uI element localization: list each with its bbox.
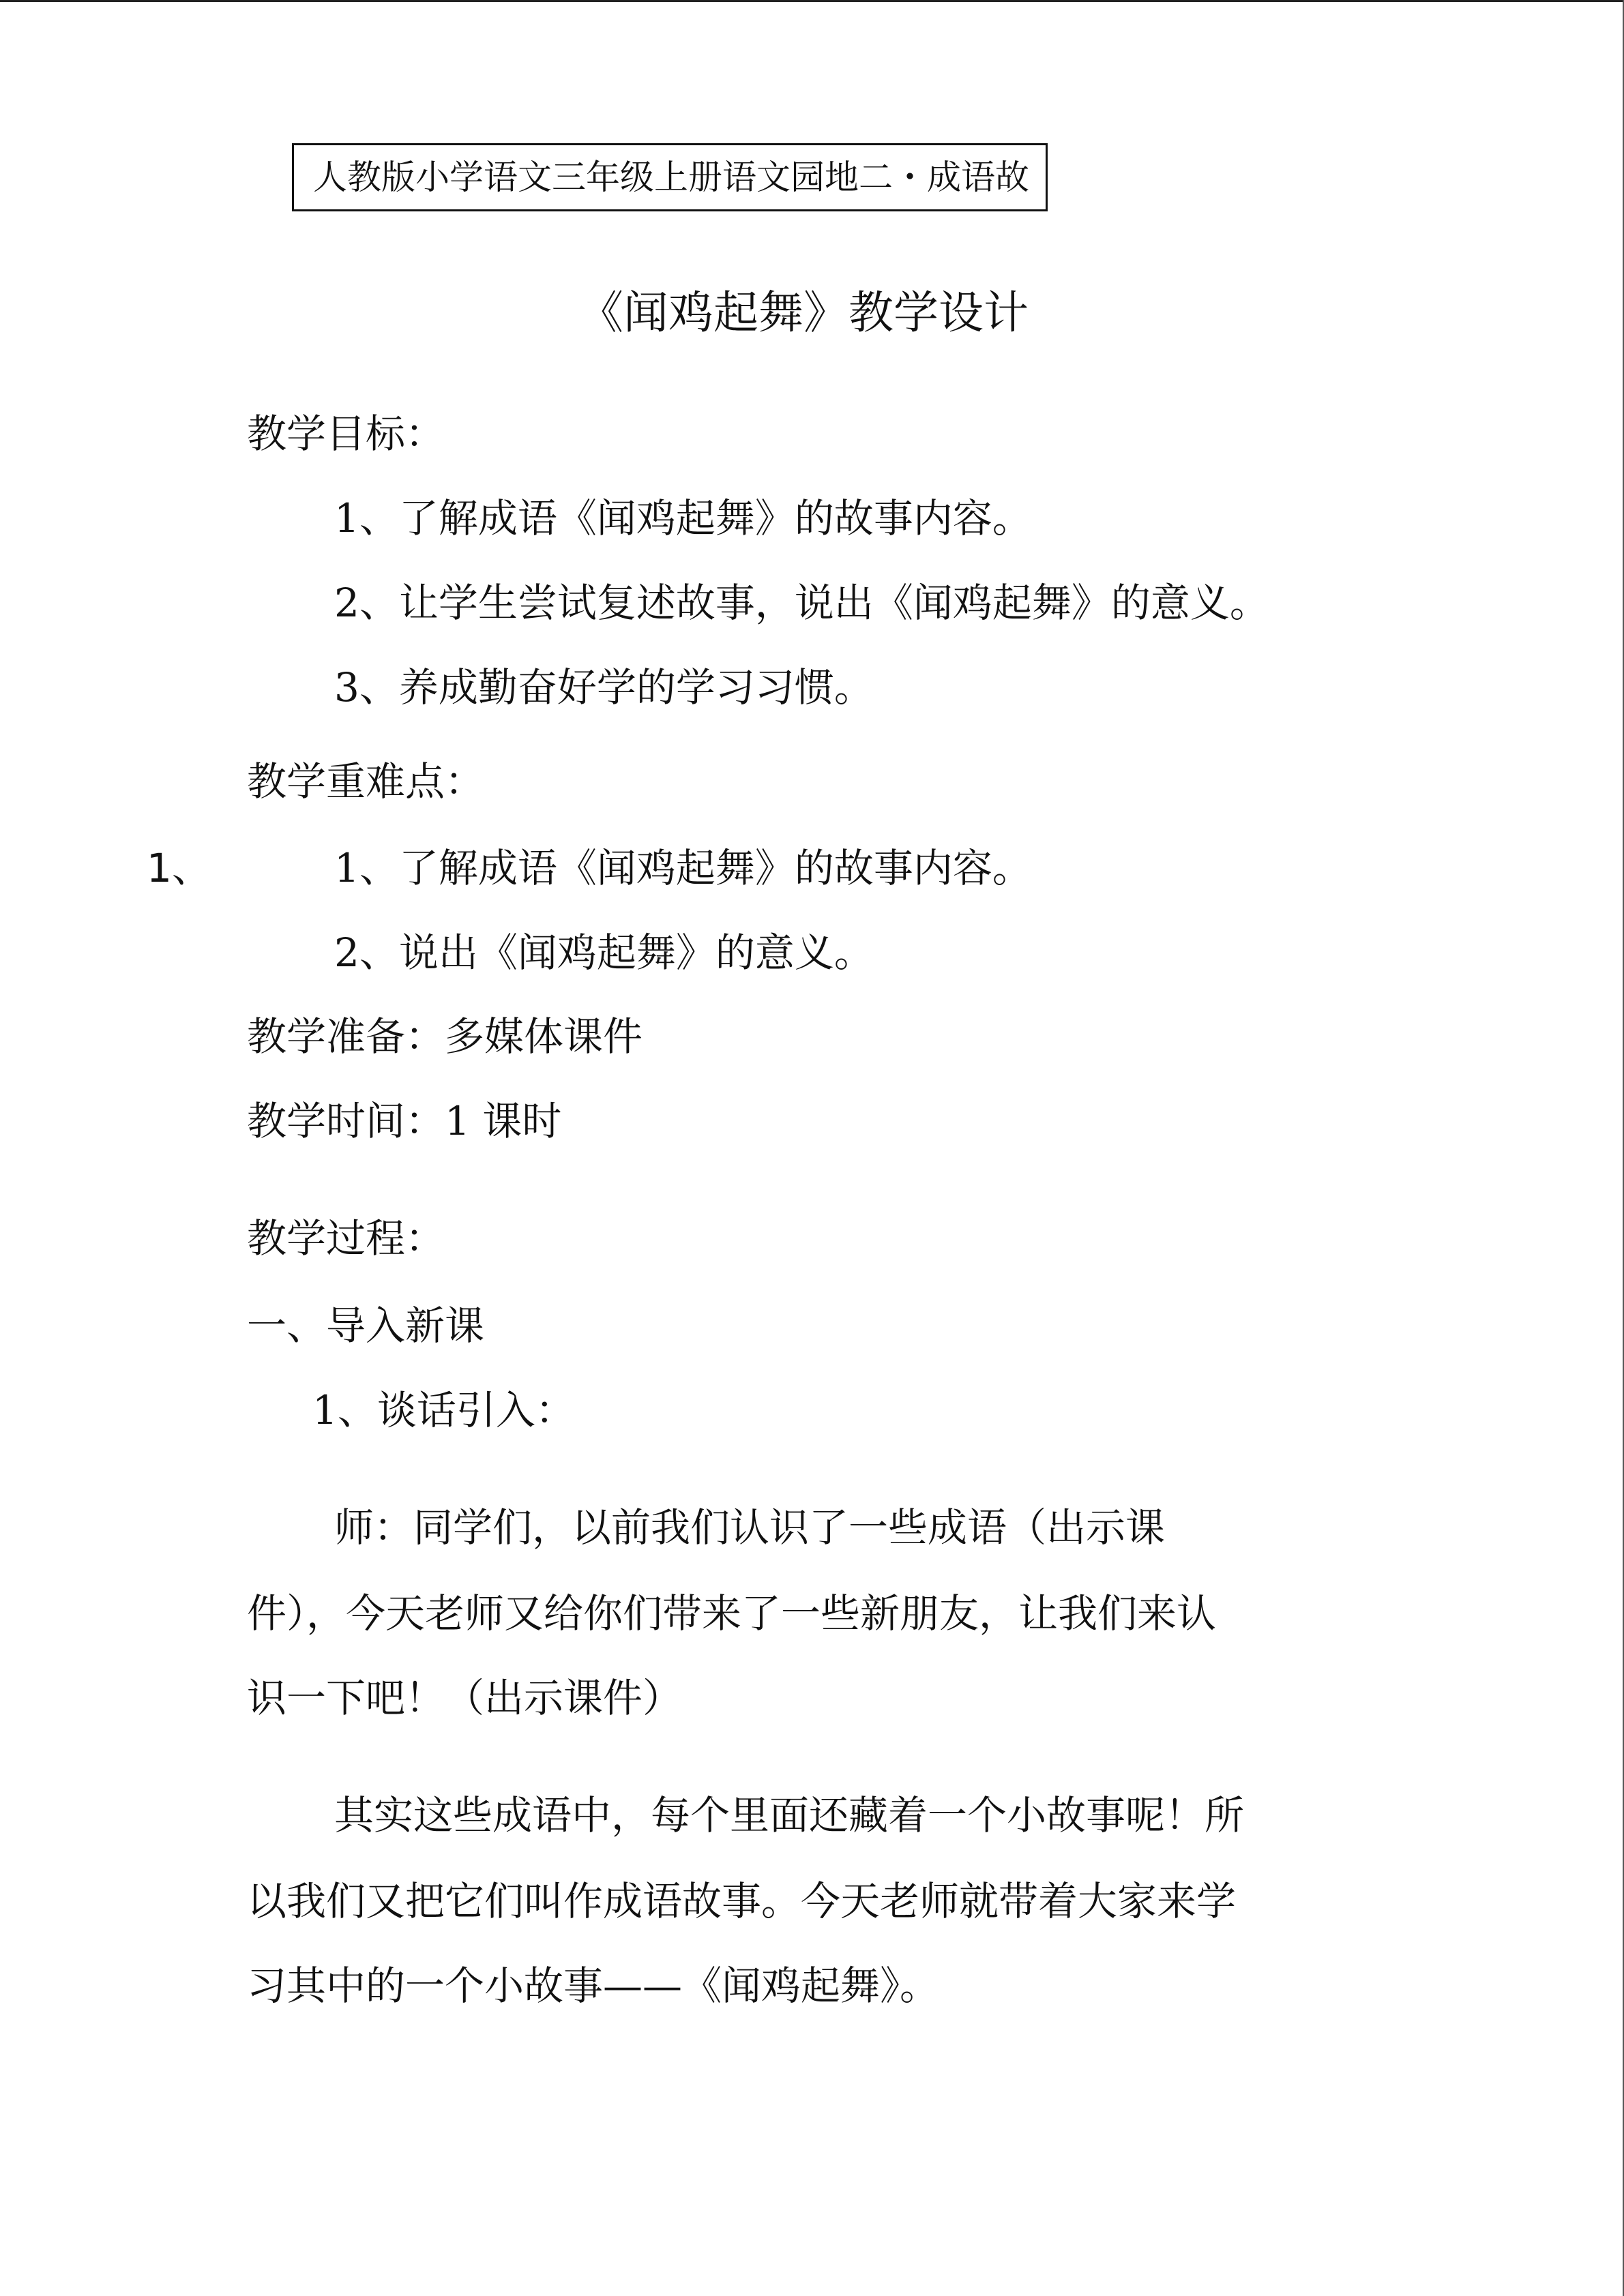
key-point-item: 1、了解成语《闻鸡起舞》的故事内容。 xyxy=(334,845,1032,891)
paragraph-line: 件），今天老师又给你们带来了一些新朋友，让我们来认 xyxy=(247,1590,1217,1637)
objective-item: 1、了解成语《闻鸡起舞》的故事内容。 xyxy=(334,495,1032,541)
key-points-outer-number: 1、 xyxy=(147,845,211,891)
duration-line: 教学时间：1 课时 xyxy=(247,1098,562,1144)
paragraph-line: 师：同学们，以前我们认识了一些成语（出示课 xyxy=(334,1504,1166,1551)
process-heading: 教学过程： xyxy=(247,1215,445,1262)
header-box-text: 人教版小学语文三年级上册语文园地二・成语故 xyxy=(313,158,1029,197)
section-heading: 一、导入新课 xyxy=(247,1302,485,1349)
paragraph-line: 识一下吧！（出示课件） xyxy=(247,1675,683,1721)
key-points-heading: 教学重难点： xyxy=(247,758,485,805)
paragraph-line: 以我们又把它们叫作成语故事。今天老师就带着大家来学 xyxy=(247,1878,1237,1924)
key-point-item: 2、说出《闻鸡起舞》的意义。 xyxy=(334,929,874,976)
objective-item: 2、让学生尝试复述故事，说出《闻鸡起舞》的意义。 xyxy=(334,580,1269,626)
preparation-line: 教学准备：多媒体课件 xyxy=(247,1013,643,1060)
paragraph-line: 其实这些成语中，每个里面还藏着一个小故事呢！所 xyxy=(334,1792,1245,1838)
paragraph-line: 习其中的一个小故事——《闻鸡起舞》。 xyxy=(247,1963,940,2009)
header-box xyxy=(292,143,1048,211)
objective-item: 3、养成勤奋好学的学习习惯。 xyxy=(334,664,874,711)
document-title: 《闻鸡起舞》教学设计 xyxy=(578,286,1029,339)
objectives-heading: 教学目标： xyxy=(247,411,445,457)
step-heading: 1、谈话引入： xyxy=(312,1387,575,1433)
top-border-line xyxy=(0,0,1624,2)
